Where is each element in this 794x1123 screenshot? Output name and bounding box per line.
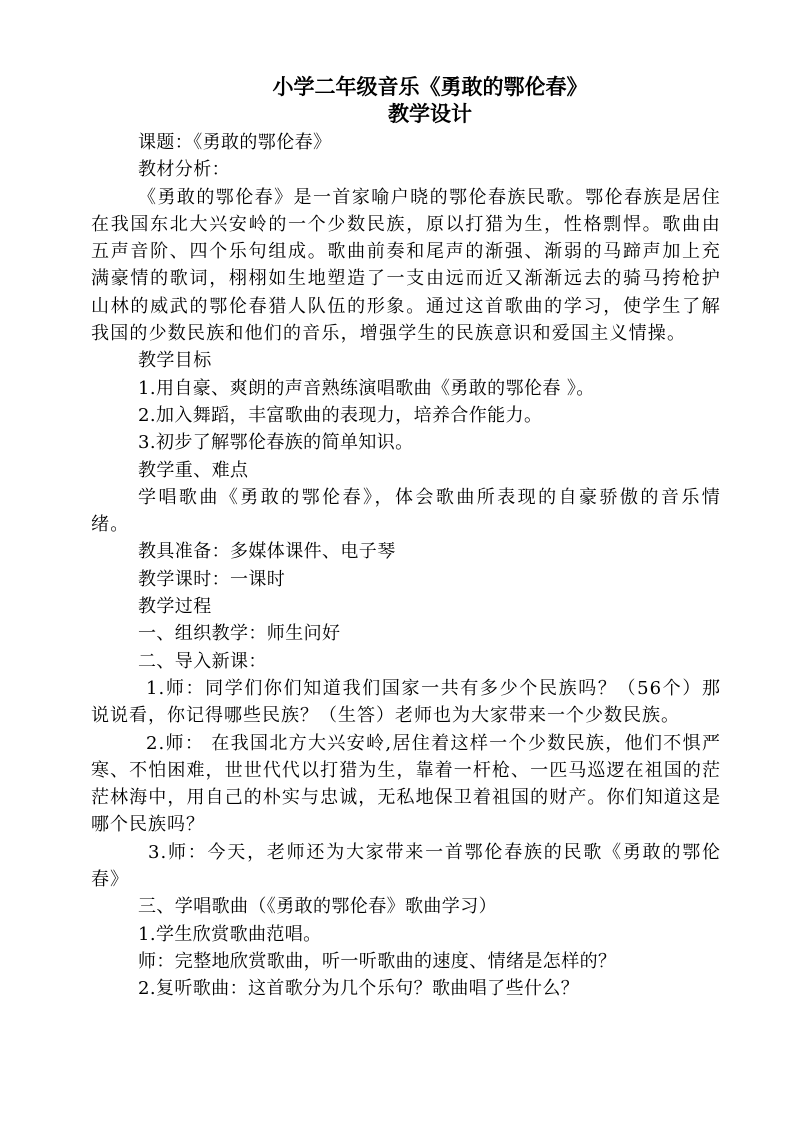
objective-item: 3.初步了解鄂伦春族的简单知识。 bbox=[138, 432, 414, 454]
section-heading-key-points: 教学重、难点 bbox=[138, 459, 249, 481]
process-paragraph: 1.学生欣赏歌曲范唱。 bbox=[138, 923, 322, 945]
key-points-text: 学唱歌曲《勇敢的鄂伦春》，体会歌曲所表现的自豪骄傲的音乐情绪。 bbox=[91, 486, 721, 536]
process-step-heading: 二、导入新课： bbox=[138, 650, 267, 672]
process-step-heading: 三、学唱歌曲（《勇敢的鄂伦春》歌曲学习） bbox=[138, 896, 497, 918]
process-step-heading: 一、组织教学：师生问好 bbox=[138, 623, 341, 645]
material-analysis-text: 《勇敢的鄂伦春》是一首家喻户晓的鄂伦春族民歌。鄂伦春族是居住在我国东北大兴安岭的一个少数民族，原以打猎为生，性格剽悍。歌曲由五声音阶、四个乐句组成。歌曲前奏和尾声的渐强、渐弱的马蹄声加上充满豪情的歌词，栩栩如生地塑造了一支由远而近又渐渐远去的骑马挎枪护山林的威武的鄂伦春猎人队伍的形象。通过这首歌曲的学习，使学生了解我国的少数民族和他们的音乐，增强学生的民族意识和爱国主义情操。 bbox=[91, 186, 721, 345]
teaching-aids: 教具准备：多媒体课件、电子琴 bbox=[138, 541, 396, 563]
objective-item: 2.加入舞蹈，丰富歌曲的表现力，培养合作能力。 bbox=[138, 404, 543, 426]
process-paragraph: 2.复听歌曲：这首歌分为几个乐句？歌曲唱了些什么？ bbox=[138, 978, 580, 1000]
section-heading-objectives: 教学目标 bbox=[138, 350, 212, 372]
process-paragraph: 3.师：今天，老师还为大家带来一首鄂伦春族的民歌《勇敢的鄂伦春》 bbox=[91, 841, 721, 891]
document-page bbox=[91, 74, 721, 1003]
document-subtitle: 教学设计 bbox=[388, 102, 472, 126]
lesson-topic: 课题：《勇敢的鄂伦春》 bbox=[138, 132, 332, 153]
section-heading-material-analysis: 教材分析： bbox=[138, 159, 230, 181]
document-title: 小学二年级音乐《勇敢的鄂伦春》 bbox=[272, 75, 588, 99]
process-paragraph: 师：完整地欣赏歌曲，听一听歌曲的速度、情绪是怎样的？ bbox=[138, 950, 617, 972]
class-hours: 教学课时：一课时 bbox=[138, 568, 286, 590]
process-paragraph: 1.师：同学们你们知道我们国家一共有多少个民族吗？（56个）那说说看，你记得哪些民族？（生答）老师也为大家带来一个少数民族。 bbox=[91, 677, 721, 727]
process-paragraph: 2.师： 在我国北方大兴安岭,居住着这样一个少数民族，他们不惧严寒、不怕困难，世世代代以打猎为生，靠着一杆枪、一匹马巡逻在祖国的茫茫林海中，用自己的朴实与忠诚，无私地保卫着祖国的财产。你们知道这是哪个民族吗？ bbox=[91, 732, 721, 836]
objective-item: 1.用自豪、爽朗的声音熟练演唱歌曲《勇敢的鄂伦春 》。 bbox=[138, 377, 595, 399]
section-heading-process: 教学过程 bbox=[138, 596, 212, 618]
